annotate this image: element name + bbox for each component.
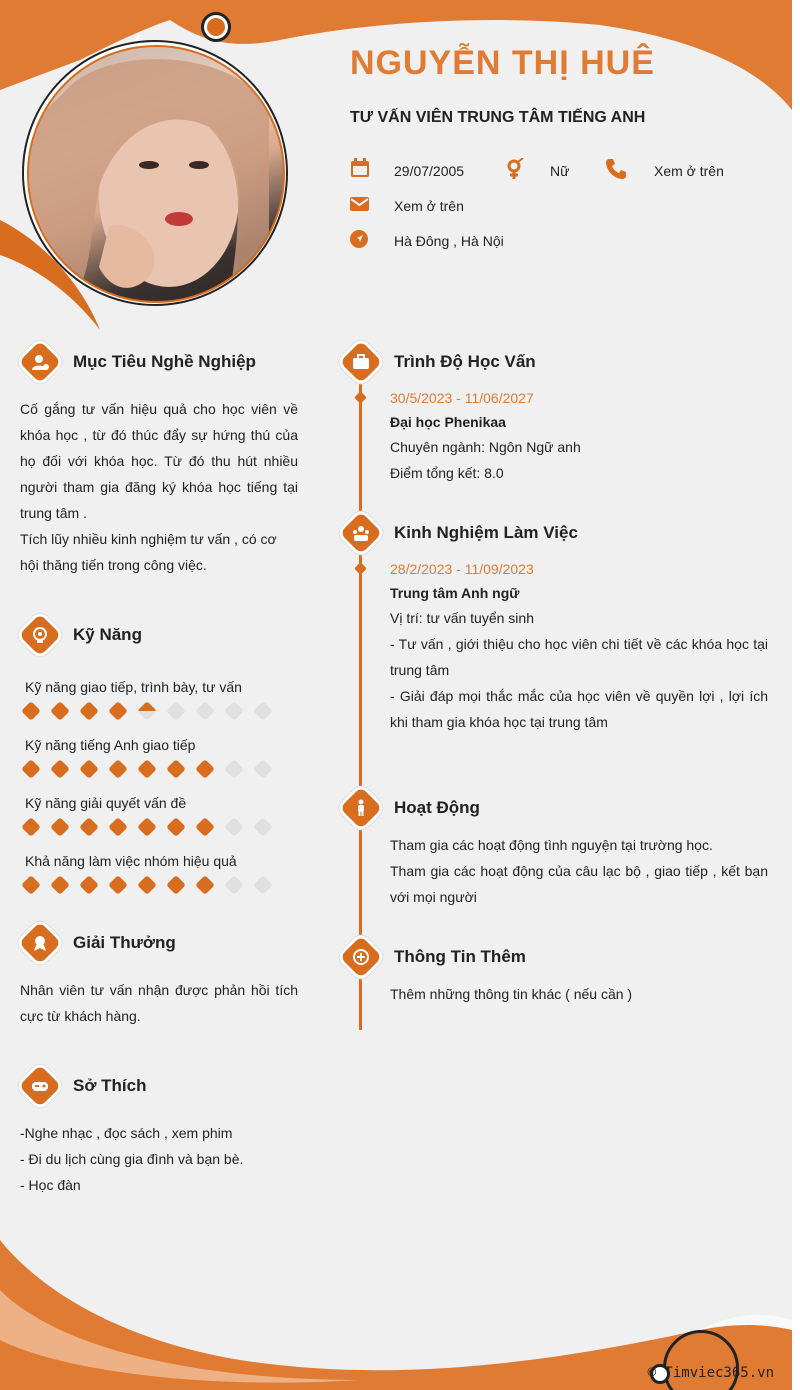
education-details	[390, 434, 770, 486]
team-icon	[340, 512, 382, 554]
skill-dot	[224, 759, 244, 779]
watermark: © Timviec365.vn	[647, 1365, 774, 1381]
birthday: 29/07/2005	[394, 163, 465, 179]
activities-title: Hoạt Động	[394, 798, 480, 817]
experience-heading	[346, 518, 578, 548]
avatar	[27, 45, 285, 303]
timeline-dot	[354, 391, 367, 404]
skill-dot	[108, 875, 128, 895]
school-name: Đại học Phenikaa	[390, 414, 506, 430]
plus-icon	[340, 936, 382, 978]
gender-icon	[505, 158, 525, 180]
activity-item: Tham gia các hoạt động tình nguyện tại trường học.	[390, 837, 713, 853]
activities-heading	[346, 793, 480, 823]
person-icon	[340, 787, 382, 829]
email: Xem ở trên	[394, 198, 464, 214]
skill-dot	[224, 701, 244, 721]
skill-dot	[195, 817, 215, 837]
skill-rating	[24, 704, 285, 718]
skill-dot	[21, 759, 41, 779]
job-title: TƯ VẤN VIÊN TRUNG TÂM TIẾNG ANH	[350, 109, 646, 126]
skill-label: Khả năng làm việc nhóm hiệu quả	[25, 853, 237, 869]
extra-heading	[346, 942, 526, 972]
skill-dot	[224, 817, 244, 837]
gamepad-icon	[19, 1065, 61, 1107]
activities-text	[390, 832, 768, 910]
hobbies-list	[20, 1120, 298, 1198]
skills-title: Kỹ Năng	[73, 625, 142, 644]
objective-line: Cố gắng tư vấn hiệu quả cho học viên về khóa học , từ đó thúc đẩy sự hứng thú của họ đối với khóa học. Từ đó thu hút nhiều người tham gia đăng ký khóa học tiếng tại trung tâm .	[20, 401, 298, 521]
education-date: 30/5/2023 - 11/06/2027	[390, 390, 534, 406]
extra-text: Thêm những thông tin khác ( nếu cần )	[390, 986, 633, 1002]
candidate-name: NGUYỄN THỊ HUÊ	[350, 44, 655, 82]
hobbies-heading	[25, 1071, 146, 1101]
skill-dot	[50, 701, 70, 721]
mail-icon	[350, 196, 370, 212]
skill-label: Kỹ năng giao tiếp, trình bày, tư vấn	[25, 679, 242, 695]
skill-dot	[50, 759, 70, 779]
objective-text	[20, 396, 298, 578]
skill-dot	[195, 875, 215, 895]
awards-title: Giải Thưởng	[73, 933, 176, 952]
skill-label: Kỹ năng giải quyết vấn đề	[25, 795, 187, 811]
activity-item: Tham gia các hoạt động của câu lạc bộ , giao tiếp , kết bạn với mọi người	[390, 863, 768, 905]
duty-item: - Giải đáp mọi thắc mắc của học viên về quyền lợi , lợi ích khi tham gia khóa học tại trung tâm	[390, 688, 768, 730]
objective-title: Mục Tiêu Nghề Nghiệp	[73, 352, 256, 371]
skill-dot	[224, 875, 244, 895]
avatar-pin	[201, 12, 231, 42]
skill-rating	[24, 878, 285, 892]
skill-dot	[195, 701, 215, 721]
skill-dot	[253, 875, 273, 895]
skill-dot	[137, 701, 157, 721]
position: Vị trí: tư vấn tuyển sinh	[390, 610, 534, 626]
phone: Xem ở trên	[654, 163, 724, 179]
skills-heading	[25, 620, 142, 650]
skill-dot	[79, 817, 99, 837]
hobby-item: - Học đàn	[20, 1177, 81, 1193]
skill-dot	[137, 875, 157, 895]
skill-dot	[79, 759, 99, 779]
phone-icon	[605, 158, 627, 180]
skill-dot	[195, 759, 215, 779]
skill-rating	[24, 820, 285, 834]
timeline-dot	[354, 562, 367, 575]
skill-dot	[166, 875, 186, 895]
skill-dot	[50, 875, 70, 895]
extra-title: Thông Tin Thêm	[394, 947, 526, 966]
skill-dot	[21, 701, 41, 721]
skill-dot	[253, 817, 273, 837]
objective-line: Tích lũy nhiều kinh nghiệm tư vấn , có cơ hội thăng tiến trong công việc.	[20, 531, 277, 573]
skill-dot	[50, 817, 70, 837]
skill-icon	[19, 614, 61, 656]
calendar-icon	[350, 158, 370, 178]
location-icon	[350, 230, 368, 248]
hobby-item: -Nghe nhạc , đọc sách , xem phim	[20, 1125, 233, 1141]
major: Chuyên ngành: Ngôn Ngữ anh	[390, 439, 581, 455]
skill-dot	[108, 817, 128, 837]
skill-dot	[137, 817, 157, 837]
skill-dot	[137, 759, 157, 779]
briefcase-icon	[340, 341, 382, 383]
hobby-item: - Đi du lịch cùng gia đình và bạn bè.	[20, 1151, 244, 1167]
avatar-photo	[29, 47, 283, 301]
skill-dot	[108, 759, 128, 779]
experience-details	[390, 605, 768, 735]
skill-dot	[108, 701, 128, 721]
duty-item: - Tư vấn , giới thiệu cho học viên chi tiết về các khóa học tại trung tâm	[390, 636, 768, 678]
skill-dot	[166, 817, 186, 837]
skill-label: Kỹ năng tiếng Anh giao tiếp	[25, 737, 196, 753]
skill-dot	[21, 875, 41, 895]
experience-date: 28/2/2023 - 11/09/2023	[390, 561, 534, 577]
skill-dot	[253, 759, 273, 779]
skill-rating	[24, 762, 285, 776]
score: Điểm tổng kết: 8.0	[390, 465, 504, 481]
education-title: Trình Độ Học Vấn	[394, 352, 536, 371]
award-icon	[19, 922, 61, 964]
experience-title: Kinh Nghiệm Làm Việc	[394, 523, 578, 542]
skill-dot	[253, 701, 273, 721]
skill-dot	[79, 875, 99, 895]
gender: Nữ	[550, 163, 570, 179]
address: Hà Đông , Hà Nội	[394, 233, 504, 249]
timeline-line	[359, 368, 362, 1030]
skill-dot	[166, 701, 186, 721]
awards-heading	[25, 928, 176, 958]
education-heading	[346, 347, 536, 377]
awards-text: Nhân viên tư vấn nhận được phản hồi tích cực từ khách hàng.	[20, 982, 298, 1024]
target-icon	[19, 341, 61, 383]
skill-dot	[21, 817, 41, 837]
company-name: Trung tâm Anh ngữ	[390, 585, 520, 601]
objective-heading	[25, 347, 256, 377]
skill-dot	[79, 701, 99, 721]
hobbies-title: Sở Thích	[73, 1076, 147, 1095]
skill-dot	[166, 759, 186, 779]
